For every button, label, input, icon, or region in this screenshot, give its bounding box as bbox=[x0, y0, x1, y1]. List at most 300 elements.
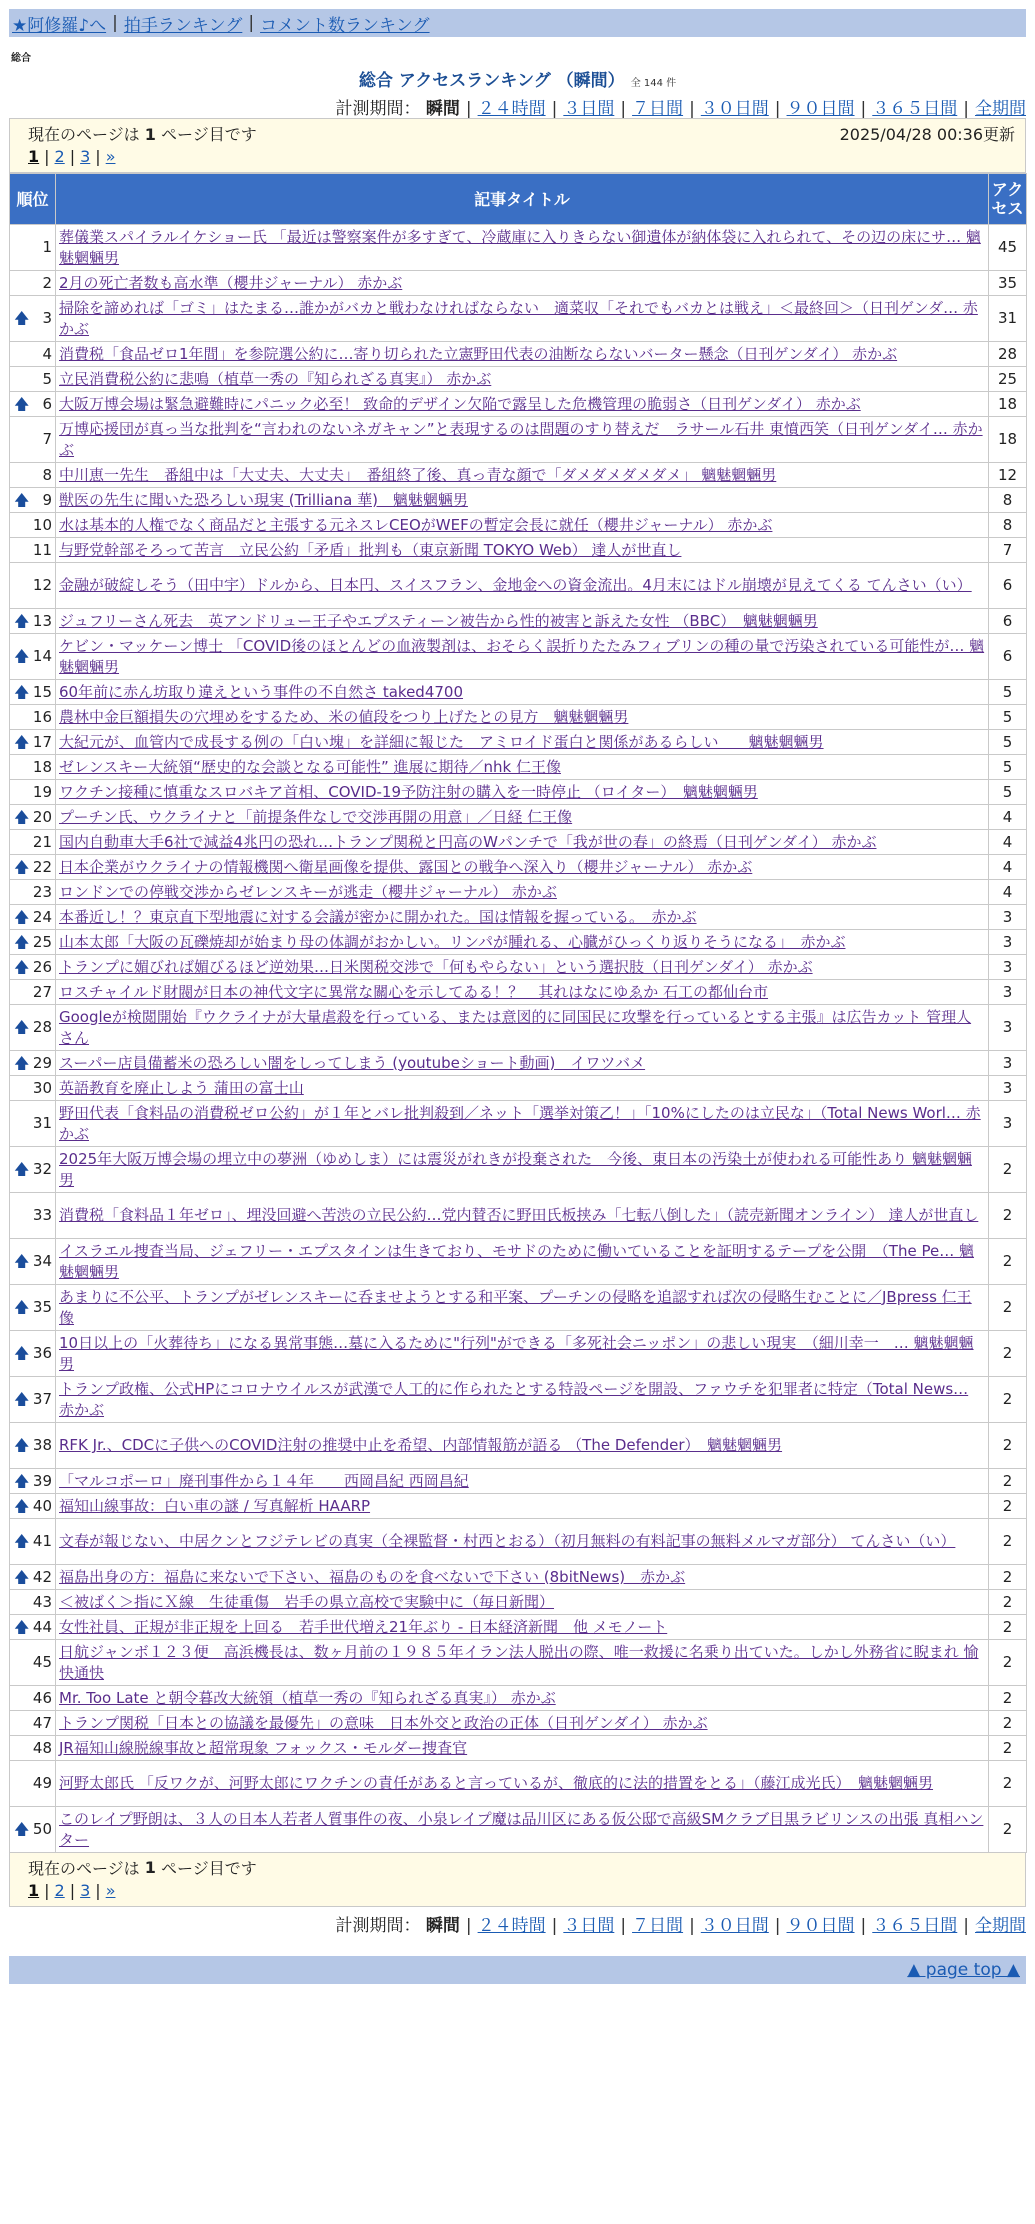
title-cell bbox=[56, 1761, 989, 1807]
article-title-link[interactable]: 山本太郎「大阪の瓦礫焼却が始まり母の体調がおかしい。リンパが腫れる、心臓がひっくり返りそうになる」 赤かぶ bbox=[59, 932, 846, 951]
rank-cell bbox=[10, 417, 56, 463]
page-separator: | bbox=[95, 147, 101, 166]
title-cell bbox=[56, 513, 989, 538]
rank-cell bbox=[10, 634, 56, 680]
top-period-5[interactable]: ９０日間 bbox=[786, 99, 855, 119]
rank-number: 50 bbox=[32, 1820, 52, 1838]
top-period-6[interactable]: ３６５日間 bbox=[872, 99, 958, 119]
access-count: 2 bbox=[989, 1285, 1027, 1331]
access-count: 2 bbox=[989, 1686, 1027, 1711]
title-cell bbox=[56, 1076, 989, 1101]
rank-up-arrow-icon: 🡅 bbox=[14, 309, 30, 327]
access-count: 4 bbox=[989, 880, 1027, 905]
rank-cell bbox=[10, 367, 56, 392]
article-title-link[interactable]: Googleが検閲開始『ウクライナが大量虐殺を行っている、または意図的に同国民に攻撃を行っているとする主張』は広告カット 管理人さん bbox=[59, 1007, 972, 1047]
rank-number: 22 bbox=[32, 857, 52, 876]
rank-up-arrow-icon: 🡅 bbox=[14, 1496, 30, 1515]
rank-up-arrow-icon: 🡅 bbox=[14, 907, 30, 926]
article-title-link[interactable]: 中川恵一先生 番組中は「大丈夫、大丈夫」 番組終了後、真っ青な顔で「ダメダメダメダメ」 魑魅魍魎男 bbox=[59, 465, 777, 484]
rank-number: 26 bbox=[32, 957, 52, 976]
rank-cell bbox=[10, 1736, 56, 1761]
article-title-link[interactable]: 国内自動車大手6社で減益4兆円の恐れ…トランプ関税と円高のWパンチで「我が世の春」の終焉（日刊ゲンダイ） 赤かぶ bbox=[59, 832, 877, 851]
table-row bbox=[10, 1565, 1027, 1590]
rank-cell bbox=[10, 1711, 56, 1736]
rank-number: 39 bbox=[32, 1471, 52, 1490]
access-count: 2 bbox=[989, 1590, 1027, 1615]
title-cell bbox=[56, 955, 989, 980]
rank-up-arrow-icon: 🡅 bbox=[14, 611, 30, 630]
article-title-link[interactable]: トランプに媚びれば媚びるほど逆効果…日米関税交渉で「何もやらない」という選択肢（日刊ゲンダイ） 赤かぶ bbox=[59, 957, 813, 976]
access-count: 6 bbox=[989, 609, 1027, 634]
page-separator: | bbox=[44, 147, 50, 166]
article-title-link[interactable]: 福知山線事故：白い車の謎 / 写真解析 HAARP bbox=[59, 1496, 371, 1515]
rank-cell bbox=[10, 1239, 56, 1285]
rank-cell bbox=[10, 855, 56, 880]
table-row bbox=[10, 705, 1027, 730]
rank-number: 38 bbox=[32, 1436, 52, 1454]
page-separator: | bbox=[95, 1880, 101, 1900]
rank-cell bbox=[10, 1423, 56, 1469]
access-count: 25 bbox=[989, 367, 1027, 392]
table-row bbox=[10, 513, 1027, 538]
rank-number: 43 bbox=[32, 1592, 52, 1611]
period-label: 計測期間： bbox=[335, 1916, 421, 1936]
rank-up-arrow-icon: 🡅 bbox=[14, 1053, 30, 1072]
bottom-page-link-0: 1 bbox=[28, 1880, 40, 1900]
article-title-link[interactable]: 2025年大阪万博会場の埋立中の夢洲（ゆめしま）には震災がれきが投棄された 今後、東日本の汚染土が使われる可能性あり 魑魅魍魎男 bbox=[59, 1149, 972, 1189]
article-title-link[interactable]: 農林中金巨額損失の穴埋めをするため、米の値段をつり上げたとの見方 魑魅魍魎男 bbox=[59, 707, 629, 726]
title-cell bbox=[56, 1640, 989, 1686]
article-title-link[interactable]: 金融が破綻しそう（田中宇）ドルから、日本円、スイスフラン、金地金への資金流出。4月末にはドル崩壊が見えてくる てんさい（い） bbox=[59, 576, 972, 594]
period-separator: | bbox=[774, 1916, 781, 1936]
rank-cell bbox=[10, 271, 56, 296]
title-cell bbox=[56, 730, 989, 755]
rank-up-arrow-icon: 🡅 bbox=[14, 394, 30, 413]
article-title-link[interactable]: 60年前に赤ん坊取り違えという事件の不自然さ taked4700 bbox=[59, 682, 464, 701]
rank-number: 7 bbox=[42, 430, 52, 448]
rank-number: 14 bbox=[32, 647, 52, 665]
title-cell bbox=[56, 1736, 989, 1761]
title-cell bbox=[56, 1239, 989, 1285]
rank-cell bbox=[10, 1494, 56, 1519]
article-title-link[interactable]: トランプ政権、公式HPにコロナウイルスが武漢で人工的に作られたとする特設ページを開設、ファウチを犯罪者に特定（Total News… 赤かぶ bbox=[59, 1379, 969, 1419]
period-separator: | bbox=[860, 1916, 867, 1936]
article-title-link[interactable]: RFK Jr.、CDCに子供へのCOVID注射の推奨中止を希望、内部情報筋が語る （The Defender） 魑魅魍魎男 bbox=[59, 1436, 783, 1454]
title-cell bbox=[56, 980, 989, 1005]
access-count: 5 bbox=[989, 680, 1027, 705]
rank-number: 42 bbox=[32, 1567, 52, 1586]
article-title-link[interactable]: 獣医の先生に聞いた恐ろしい現実 (Trilliana 華) 魑魅魍魎男 bbox=[59, 490, 468, 509]
rank-cell bbox=[10, 1686, 56, 1711]
period-separator: | bbox=[963, 1916, 969, 1936]
rank-cell bbox=[10, 609, 56, 634]
access-count: 4 bbox=[989, 805, 1027, 830]
access-count: 7 bbox=[989, 538, 1027, 563]
article-title-link[interactable]: ケビン・マッケーン博士 「COVID後のほとんどの血液製剤は、おそらく誤折りたたみフィブリンの種の量で汚染されている可能性が… 魑魅魍魎男 bbox=[59, 636, 985, 676]
title-cell bbox=[56, 905, 989, 930]
article-title-link[interactable]: 文春が報じない、中居クンとフジテレビの真実（全裸監督・村西とおる）（初月無料の有料記事の無料メルマガ部分） てんさい（い） bbox=[59, 1532, 956, 1550]
title-cell bbox=[56, 1377, 989, 1423]
page-links-bottom bbox=[28, 1878, 1015, 1902]
rank-number: 30 bbox=[32, 1078, 52, 1097]
rank-cell bbox=[10, 463, 56, 488]
rank-up-arrow-icon: 🡅 bbox=[14, 1160, 30, 1178]
rank-number: 32 bbox=[32, 1160, 52, 1178]
title-cell bbox=[56, 1519, 989, 1565]
table-row bbox=[10, 905, 1027, 930]
table-row bbox=[10, 955, 1027, 980]
page-title-row bbox=[9, 66, 1026, 91]
table-row bbox=[10, 225, 1027, 271]
access-count: 2 bbox=[989, 1193, 1027, 1239]
rank-number: 27 bbox=[32, 982, 52, 1001]
pager-top bbox=[9, 118, 1026, 173]
bottom-period-7[interactable]: 全期間 bbox=[975, 1916, 1026, 1936]
article-title-link[interactable]: 万博応援団が真っ当な批判を“言われのないネガキャン”と表現するのは問題のすり替えだ ラサール石井 東憤西笑（日刊ゲンダイ… 赤かぶ bbox=[59, 419, 983, 459]
table-row bbox=[10, 1193, 1027, 1239]
access-count: 6 bbox=[989, 634, 1027, 680]
access-count: 12 bbox=[989, 463, 1027, 488]
table-row bbox=[10, 538, 1027, 563]
title-cell bbox=[56, 488, 989, 513]
rank-number: 5 bbox=[42, 369, 52, 388]
rank-up-arrow-icon: 🡅 bbox=[14, 1344, 30, 1362]
access-count: 3 bbox=[989, 980, 1027, 1005]
rank-number: 31 bbox=[32, 1114, 52, 1132]
access-count: 2 bbox=[989, 1469, 1027, 1494]
bottom-page-link-2[interactable]: 3 bbox=[80, 1880, 91, 1900]
rank-number: 11 bbox=[32, 540, 52, 559]
top-period-2[interactable]: ３日間 bbox=[563, 99, 615, 119]
nav-asyura-home[interactable]: ★阿修羅♪へ bbox=[12, 15, 107, 36]
table-row bbox=[10, 1285, 1027, 1331]
rank-cell bbox=[10, 1147, 56, 1193]
top-period-3[interactable]: ７日間 bbox=[632, 99, 684, 119]
article-title-link[interactable]: 消費税「食品ゼロ1年間」を参院選公約に…寄り切られた立憲野田代表の油断ならないバーター懸念（日刊ゲンダイ） 赤かぶ bbox=[59, 344, 898, 363]
table-row bbox=[10, 855, 1027, 880]
article-title-link[interactable]: 掃除を諦めれば「ゴミ」はたまる…誰かがバカと戦わなければならない 適菜収「それでもバカとは戦え」＜最終回＞（日刊ゲンダ… 赤かぶ bbox=[59, 298, 978, 338]
article-title-link[interactable]: あまりに不公平、トランプがゼレンスキーに呑ませようとする和平案、プーチンの侵略を追認すれば次の侵略生むことに／JBpress 仁王像 bbox=[59, 1287, 972, 1327]
rank-cell bbox=[10, 1331, 56, 1377]
access-count: 8 bbox=[989, 488, 1027, 513]
article-title-link[interactable]: 日航ジャンボ１２３便 高浜機長は、数ヶ月前の１９８５年イラン法人脱出の際、唯一救援に名乗り出ていた。しかし外務省に睨まれ 愉快通快 bbox=[59, 1642, 979, 1682]
article-title-link[interactable]: 消費税「食料品１年ゼロ」、埋没回避へ苦渋の立民公約…党内賛否に野田氏板挟み「七転八倒した」（読売新聞オンライン） 達人が世直し bbox=[59, 1206, 979, 1224]
rank-number: 49 bbox=[32, 1774, 52, 1792]
rank-number: 10 bbox=[32, 515, 52, 534]
article-title-link[interactable]: 立民消費税公約に悲鳴（植草一秀の『知られざる真実』） 赤かぶ bbox=[59, 369, 492, 388]
period-separator: | bbox=[963, 99, 969, 119]
article-title-link[interactable]: ロンドンでの停戦交渉からゼレンスキーが逃走（櫻井ジャーナル） 赤かぶ bbox=[59, 882, 557, 901]
article-title-link[interactable]: トランプ関税「日本との協議を最優先」の意味 日本外交と政治の正体（日刊ゲンダイ） 赤かぶ bbox=[59, 1713, 708, 1732]
period-selector-top bbox=[9, 94, 1026, 118]
rank-cell bbox=[10, 296, 56, 342]
access-count: 3 bbox=[989, 1076, 1027, 1101]
access-count: 2 bbox=[989, 1147, 1027, 1193]
rank-number: 40 bbox=[32, 1496, 52, 1515]
table-row bbox=[10, 417, 1027, 463]
table-row bbox=[10, 1377, 1027, 1423]
article-title-link[interactable]: 2月の死亡者数も高水準（櫻井ジャーナル） 赤かぶ bbox=[59, 273, 403, 292]
access-count: 3 bbox=[989, 955, 1027, 980]
rank-up-arrow-icon: 🡅 bbox=[14, 807, 30, 826]
rank-up-arrow-icon: 🡅 bbox=[14, 1471, 30, 1490]
bottom-period-1[interactable]: ２４時間 bbox=[477, 1916, 546, 1936]
title-cell bbox=[56, 463, 989, 488]
rank-cell bbox=[10, 780, 56, 805]
article-title-link[interactable]: イスラエル捜査当局、ジェフリー・エプスタインは生きており、モサドのために働いていることを証明するテープを公開 （The Pe… 魑魅魍魎男 bbox=[59, 1241, 974, 1281]
updated-time: 2025/04/28 00:36更新 bbox=[839, 125, 1015, 144]
access-count: 2 bbox=[989, 1640, 1027, 1686]
title-cell bbox=[56, 1494, 989, 1519]
article-title-link[interactable]: ゼレンスキー大統領“歴史的な会談となる可能性” 進展に期待／nhk 仁王像 bbox=[59, 757, 561, 776]
table-row bbox=[10, 392, 1027, 417]
title-cell bbox=[56, 1101, 989, 1147]
header-title: 記事タイトル bbox=[56, 174, 989, 225]
rank-number: 9 bbox=[42, 490, 52, 509]
ranking-table bbox=[9, 173, 1027, 1853]
page-separator: | bbox=[44, 1880, 50, 1900]
rank-number: 35 bbox=[32, 1298, 52, 1316]
rank-number: 1 bbox=[42, 238, 52, 256]
top-nav bbox=[9, 9, 1026, 37]
rank-up-arrow-icon: 🡅 bbox=[14, 732, 30, 751]
rank-cell bbox=[10, 1640, 56, 1686]
table-row bbox=[10, 1051, 1027, 1076]
article-title-link[interactable]: 「マルコポーロ」廃刊事件から１４年 西岡昌紀 西岡昌紀 bbox=[59, 1471, 469, 1490]
nav-applause-ranking[interactable]: 拍手ランキング bbox=[123, 15, 243, 36]
page-links-top bbox=[28, 145, 1015, 168]
rank-number: 2 bbox=[42, 273, 52, 292]
table-row bbox=[10, 563, 1027, 609]
rank-cell bbox=[10, 1590, 56, 1615]
access-count: 3 bbox=[989, 1051, 1027, 1076]
rank-number: 17 bbox=[32, 732, 52, 751]
article-title-link[interactable]: 日本企業がウクライナの情報機関へ衛星画像を提供、露国との戦争へ深入り（櫻井ジャーナル） 赤かぶ bbox=[59, 857, 753, 876]
article-title-link[interactable]: 大阪万博会場は緊急避難時にパニック必至！ 致命的デザイン欠陥で露呈した危機管理の脆弱さ（日刊ゲンダイ） 赤かぶ bbox=[59, 394, 861, 413]
article-title-link[interactable]: ＜被ばく＞指にＸ線 生徒重傷 岩手の県立高校で実験中に（毎日新聞） bbox=[59, 1592, 555, 1611]
top-period-4[interactable]: ３０日間 bbox=[700, 99, 769, 119]
rank-cell bbox=[10, 1615, 56, 1640]
rank-number: 37 bbox=[32, 1390, 52, 1408]
rank-up-arrow-icon: 🡅 bbox=[14, 1567, 30, 1586]
top-period-1[interactable]: ２４時間 bbox=[477, 99, 546, 119]
top-page-link-1[interactable]: 2 bbox=[54, 147, 65, 166]
title-cell bbox=[56, 1565, 989, 1590]
bottom-period-6[interactable]: ３６５日間 bbox=[872, 1916, 958, 1936]
title-cell bbox=[56, 705, 989, 730]
title-cell bbox=[56, 1686, 989, 1711]
table-row bbox=[10, 1519, 1027, 1565]
rank-cell bbox=[10, 1051, 56, 1076]
table-row bbox=[10, 1469, 1027, 1494]
rank-number: 36 bbox=[32, 1344, 52, 1362]
access-count: 2 bbox=[989, 1519, 1027, 1565]
access-count: 4 bbox=[989, 830, 1027, 855]
top-page-link-3[interactable]: » bbox=[105, 147, 116, 166]
nav-comment-ranking[interactable]: コメント数ランキング bbox=[260, 15, 430, 36]
rank-number: 21 bbox=[32, 832, 52, 851]
rank-cell bbox=[10, 805, 56, 830]
access-count: 2 bbox=[989, 1565, 1027, 1590]
rank-up-arrow-icon: 🡅 bbox=[14, 1436, 30, 1454]
article-title-link[interactable]: 大紀元が、血管内で成長する例の「白い塊」を詳細に報じた アミロイド蛋白と関係があるらしい 魑魅魍魎男 bbox=[59, 732, 824, 751]
table-row bbox=[10, 680, 1027, 705]
title-cell bbox=[56, 563, 989, 609]
article-title-link[interactable]: 葬儀業スパイラルイケショー氏 「最近は警察案件が多すぎて、冷蔵庫に入りきらない御遺体が納体袋に入れられて、その辺の床にサ… 魑魅魍魎男 bbox=[59, 227, 981, 267]
title-cell bbox=[56, 780, 989, 805]
rank-up-arrow-icon: 🡅 bbox=[14, 1298, 30, 1316]
rank-number: 13 bbox=[32, 611, 52, 630]
bottom-page-link-3[interactable]: » bbox=[105, 1880, 116, 1900]
bottom-period-4[interactable]: ３０日間 bbox=[700, 1916, 769, 1936]
title-cell bbox=[56, 855, 989, 880]
article-title-link[interactable]: プーチン氏、ウクライナと「前提条件なしで交渉再開の用意」／日経 仁王像 bbox=[59, 807, 573, 826]
article-title-link[interactable]: 本番近し！？東京直下型地震に対する会議が密かに開かれた。国は情報を握っている。 赤かぶ bbox=[59, 907, 697, 926]
title-cell bbox=[56, 417, 989, 463]
rank-number: 23 bbox=[32, 882, 52, 901]
bottom-period-2[interactable]: ３日間 bbox=[563, 1916, 615, 1936]
rank-cell bbox=[10, 1193, 56, 1239]
article-title-link[interactable]: 10日以上の「火葬待ち」になる異常事態…墓に入るために"行列"ができる「多死社会ニッポン」の悲しい現実 （細川幸一 … 魑魅魍魎男 bbox=[59, 1333, 974, 1373]
top-page-link-2[interactable]: 3 bbox=[80, 147, 91, 166]
rank-number: 47 bbox=[32, 1713, 52, 1732]
article-title-link[interactable]: ジュフリーさん死去 英アンドリュー王子やエプスティーン被告から性的被害と訴えた女性 （BBC） 魑魅魍魎男 bbox=[59, 611, 818, 630]
title-cell bbox=[56, 880, 989, 905]
access-count: 5 bbox=[989, 730, 1027, 755]
period-separator: | bbox=[860, 99, 867, 119]
title-cell bbox=[56, 367, 989, 392]
access-count: 2 bbox=[989, 1377, 1027, 1423]
rank-cell bbox=[10, 980, 56, 1005]
title-cell bbox=[56, 342, 989, 367]
rank-number: 33 bbox=[32, 1206, 52, 1224]
period-separator: | bbox=[551, 1916, 558, 1936]
access-count: 3 bbox=[989, 905, 1027, 930]
period-selector-bottom bbox=[9, 1911, 1026, 1939]
table-row bbox=[10, 1331, 1027, 1377]
access-count: 5 bbox=[989, 780, 1027, 805]
table-row bbox=[10, 1076, 1027, 1101]
top-period-7[interactable]: 全期間 bbox=[975, 99, 1026, 119]
rank-up-arrow-icon: 🡅 bbox=[14, 957, 30, 976]
article-title-link[interactable]: Mr. Too Late と朝令暮改大統領（植草一秀の『知られざる真実』） 赤かぶ bbox=[59, 1688, 556, 1707]
page-separator: | bbox=[69, 1880, 76, 1900]
access-count: 2 bbox=[989, 1494, 1027, 1519]
article-title-link[interactable]: ロスチャイルド財閥が日本の神代文字に異常な關心を示してゐる！？ 其れはなにゆゑか 石工の都仙台市 bbox=[59, 982, 769, 1001]
page-title: 総合 アクセスランキング （瞬間） bbox=[358, 71, 625, 91]
rank-number: 46 bbox=[32, 1688, 52, 1707]
table-row bbox=[10, 1147, 1027, 1193]
title-cell bbox=[56, 225, 989, 271]
nav-separator: | bbox=[112, 13, 118, 33]
page-separator: | bbox=[69, 147, 76, 166]
access-count: 3 bbox=[989, 1101, 1027, 1147]
rank-cell bbox=[10, 1285, 56, 1331]
rank-cell bbox=[10, 1377, 56, 1423]
access-count: 2 bbox=[989, 1736, 1027, 1761]
rank-number: 15 bbox=[32, 682, 52, 701]
article-title-link[interactable]: スーパー店員備蓄米の恐ろしい闇をしってしまう (youtubeショート動画) イワツバメ bbox=[59, 1053, 646, 1072]
period-separator: | bbox=[620, 1916, 627, 1936]
rank-cell bbox=[10, 392, 56, 417]
access-count: 2 bbox=[989, 1761, 1027, 1807]
title-cell bbox=[56, 634, 989, 680]
rank-cell bbox=[10, 1519, 56, 1565]
access-count: 2 bbox=[989, 1711, 1027, 1736]
rank-cell bbox=[10, 1101, 56, 1147]
rank-cell bbox=[10, 930, 56, 955]
article-title-link[interactable]: 英語教育を廃止しよう 蒲田の富士山 bbox=[59, 1078, 304, 1097]
access-count: 4 bbox=[989, 855, 1027, 880]
table-row bbox=[10, 1005, 1027, 1051]
rank-cell bbox=[10, 1076, 56, 1101]
rank-number: 19 bbox=[32, 782, 52, 801]
bottom-period-0: 瞬間 bbox=[425, 1916, 460, 1936]
article-title-link[interactable]: 河野太郎氏 「反ワクが、河野太郎にワクチンの責任があると言っているが、徹底的に法的措置をとる」（藤江成光氏） 魑魅魍魎男 bbox=[59, 1774, 934, 1792]
article-title-link[interactable]: ワクチン接種に慎重なスロバキア首相、COVID-19予防注射の購入を一時停止 （ロイター） 魑魅魍魎男 bbox=[59, 782, 758, 801]
bottom-period-5[interactable]: ９０日間 bbox=[786, 1916, 855, 1936]
table-row bbox=[10, 1423, 1027, 1469]
article-title-link[interactable]: 福島出身の方：福島に来ないで下さい、福島のものを食べないで下さい (8bitNews) 赤かぶ bbox=[59, 1567, 686, 1586]
title-cell bbox=[56, 271, 989, 296]
article-title-link[interactable]: JR福知山線脱線事故と超常現象 フォックス・モルダー捜査官 bbox=[59, 1738, 468, 1757]
title-cell bbox=[56, 1193, 989, 1239]
rank-cell bbox=[10, 680, 56, 705]
rank-cell bbox=[10, 1807, 56, 1853]
article-title-link[interactable]: 水は基本的人権でなく商品だと主張する元ネスレCEOがWEFの暫定会長に就任（櫻井ジャーナル） 赤かぶ bbox=[59, 515, 773, 534]
rank-cell bbox=[10, 1565, 56, 1590]
table-row bbox=[10, 271, 1027, 296]
bottom-period-3[interactable]: ７日間 bbox=[632, 1916, 684, 1936]
article-title-link[interactable]: 女性社員、正規が非正規を上回る 若手世代増え21年ぶり - 日本経済新聞 他 メモノート bbox=[59, 1617, 668, 1636]
table-row bbox=[10, 1711, 1027, 1736]
nav-separator: | bbox=[248, 13, 255, 33]
table-row bbox=[10, 755, 1027, 780]
table-row bbox=[10, 930, 1027, 955]
rank-up-arrow-icon: 🡅 bbox=[14, 1252, 30, 1270]
current-page-text: 現在のページは 1 ページ目です bbox=[28, 125, 257, 144]
title-cell bbox=[56, 1331, 989, 1377]
rank-number: 16 bbox=[32, 707, 52, 726]
table-row bbox=[10, 1736, 1027, 1761]
bottom-page-link-1[interactable]: 2 bbox=[54, 1880, 65, 1900]
rank-number: 29 bbox=[32, 1053, 52, 1072]
header-rank: 順位 bbox=[10, 174, 56, 225]
title-cell bbox=[56, 296, 989, 342]
rank-cell bbox=[10, 1761, 56, 1807]
table-row bbox=[10, 1239, 1027, 1285]
page-top-link[interactable]: ▲ page top ▲ bbox=[907, 1960, 1020, 1980]
title-cell bbox=[56, 1615, 989, 1640]
rank-number: 12 bbox=[32, 576, 52, 594]
rank-number: 18 bbox=[32, 757, 52, 776]
article-title-link[interactable]: このレイプ野朗は、３人の日本人若者人質事件の夜、小泉レイプ魔は品川区にある仮公邸で高級SMクラブ目黒ラビリンスの出張 真相ハンター bbox=[59, 1809, 984, 1849]
table-row bbox=[10, 805, 1027, 830]
access-count: 2 bbox=[989, 1423, 1027, 1469]
title-cell bbox=[56, 1469, 989, 1494]
rank-cell bbox=[10, 955, 56, 980]
table-row bbox=[10, 488, 1027, 513]
category-tag: 総合 bbox=[11, 53, 31, 64]
article-title-link[interactable]: 与野党幹部そろって苦言 立民公約「矛盾」批判も（東京新聞 TOKYO Web） 達人が世直し bbox=[59, 540, 682, 559]
article-title-link[interactable]: 野田代表「食料品の消費税ゼロ公約」が１年とバレ批判殺到／ネット「選挙対策乙！」「10%にしたのは立民な」（Total News Worl… 赤かぶ bbox=[59, 1103, 981, 1143]
title-cell bbox=[56, 538, 989, 563]
title-cell bbox=[56, 755, 989, 780]
rank-cell bbox=[10, 225, 56, 271]
top-period-0: 瞬間 bbox=[425, 99, 460, 119]
access-count: 3 bbox=[989, 1005, 1027, 1051]
rank-cell bbox=[10, 1469, 56, 1494]
